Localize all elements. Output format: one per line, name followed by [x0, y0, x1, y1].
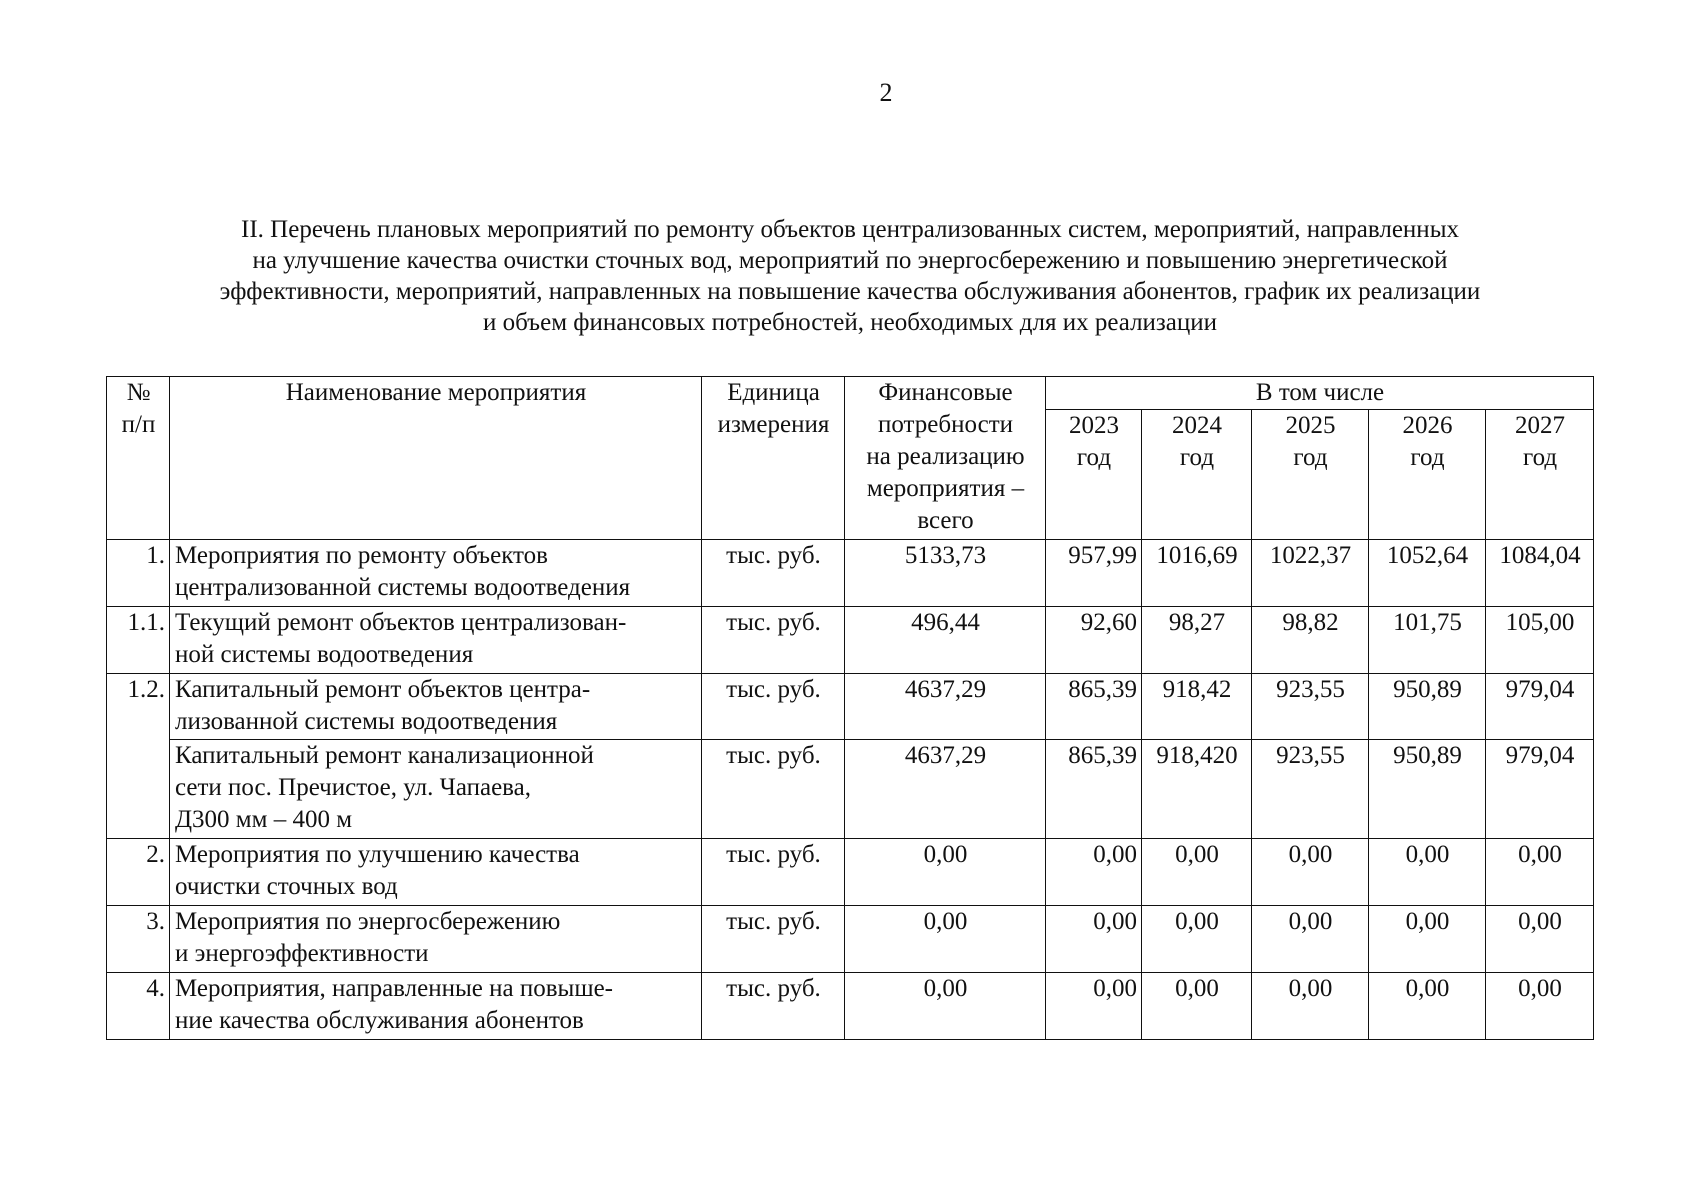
table-row: [107, 973, 1594, 1040]
row-total: 0,00: [845, 906, 1046, 973]
table-row: [107, 607, 1594, 674]
row-total: 0,00: [845, 973, 1046, 1040]
row-total: 496,44: [845, 607, 1046, 674]
row-value-2027: 105,00: [1486, 607, 1594, 674]
header-year-2024: 2024 год: [1142, 410, 1252, 540]
row-number: 2.: [107, 839, 170, 906]
row-number: 4.: [107, 973, 170, 1040]
row-value-2027: 979,04: [1486, 740, 1594, 839]
row-value-2026: 101,75: [1369, 607, 1486, 674]
row-value-2026: 0,00: [1369, 973, 1486, 1040]
row-value-2025: 1022,37: [1252, 540, 1369, 607]
header-year-2026: 2026 год: [1369, 410, 1486, 540]
row-name: Капитальный ремонт канализационной сети пос. Пречистое, ул. Чапаева, Д300 мм – 400 м: [170, 740, 702, 839]
row-value-2024: 918,420: [1142, 740, 1252, 839]
row-value-2025: 98,82: [1252, 607, 1369, 674]
heading-line: II. Перечень плановых мероприятий по ремонту объектов централизованных систем, мероприятий, направленных: [241, 216, 1459, 243]
row-value-2024: 0,00: [1142, 973, 1252, 1040]
row-total: 0,00: [845, 839, 1046, 906]
row-value-2024: 1016,69: [1142, 540, 1252, 607]
row-value-2026: 950,89: [1369, 740, 1486, 839]
row-unit: тыс. руб.: [702, 607, 845, 674]
row-value-2027: 0,00: [1486, 973, 1594, 1040]
row-value-2023: 865,39: [1046, 674, 1142, 740]
row-unit: тыс. руб.: [702, 839, 845, 906]
row-value-2027: 1084,04: [1486, 540, 1594, 607]
row-unit: тыс. руб.: [702, 973, 845, 1040]
row-value-2023: 957,99: [1046, 540, 1142, 607]
row-number: 1.: [107, 540, 170, 607]
measures-table: [106, 376, 1594, 1040]
row-name: Капитальный ремонт объектов центра- лизованной системы водоотведения: [170, 674, 702, 740]
heading-line: на улучшение качества очистки сточных вод, мероприятий по энергосбережению и повышению энергетической: [252, 247, 1448, 274]
header-year-2027: 2027 год: [1486, 410, 1594, 540]
header-num: № п/п: [107, 377, 170, 540]
row-value-2026: 950,89: [1369, 674, 1486, 740]
page-number: 2: [879, 78, 893, 107]
row-unit: тыс. руб.: [702, 674, 845, 740]
row-value-2027: 979,04: [1486, 674, 1594, 740]
row-value-2023: 92,60: [1046, 607, 1142, 674]
row-value-2024: 918,42: [1142, 674, 1252, 740]
header-total: Финансовые потребности на реализацию мероприятия – всего: [845, 377, 1046, 540]
row-unit: тыс. руб.: [702, 906, 845, 973]
row-value-2026: 1052,64: [1369, 540, 1486, 607]
row-unit: тыс. руб.: [702, 540, 845, 607]
row-value-2023: 0,00: [1046, 839, 1142, 906]
row-value-2023: 0,00: [1046, 973, 1142, 1040]
row-number: 1.1.: [107, 607, 170, 674]
header-year-2025: 2025 год: [1252, 410, 1369, 540]
table-row: [107, 740, 1594, 839]
row-value-2027: 0,00: [1486, 906, 1594, 973]
table-row: [107, 540, 1594, 607]
row-number: [107, 740, 170, 839]
table-row: [107, 906, 1594, 973]
row-value-2024: 0,00: [1142, 906, 1252, 973]
header-year-2023: 2023 год: [1046, 410, 1142, 540]
row-total: 4637,29: [845, 740, 1046, 839]
table-row: [107, 674, 1594, 740]
header-unit: Единица измерения: [702, 377, 845, 540]
row-value-2023: 865,39: [1046, 740, 1142, 839]
row-value-2025: 0,00: [1252, 973, 1369, 1040]
row-unit: тыс. руб.: [702, 740, 845, 839]
row-value-2024: 0,00: [1142, 839, 1252, 906]
row-value-2024: 98,27: [1142, 607, 1252, 674]
header-row: [107, 377, 1594, 410]
row-name: Мероприятия по улучшению качества очистки сточных вод: [170, 839, 702, 906]
row-number: 1.2.: [107, 674, 170, 740]
row-value-2025: 0,00: [1252, 839, 1369, 906]
table-row: [107, 839, 1594, 906]
row-value-2025: 923,55: [1252, 674, 1369, 740]
row-name: Мероприятия по ремонту объектов централизованной системы водоотведения: [170, 540, 702, 607]
row-value-2023: 0,00: [1046, 906, 1142, 973]
section-heading: [100, 214, 1600, 338]
heading-line: эффективности, мероприятий, направленных на повышение качества обслуживания абонентов, график их реализации: [219, 278, 1481, 305]
row-total: 5133,73: [845, 540, 1046, 607]
header-name: Наименование мероприятия: [170, 377, 702, 540]
row-name: Мероприятия по энергосбережению и энергоэффективности: [170, 906, 702, 973]
row-number: 3.: [107, 906, 170, 973]
row-value-2025: 0,00: [1252, 906, 1369, 973]
row-total: 4637,29: [845, 674, 1046, 740]
row-name: Текущий ремонт объектов централизован- ной системы водоотведения: [170, 607, 702, 674]
heading-line: и объем финансовых потребностей, необходимых для их реализации: [482, 309, 1218, 336]
row-value-2026: 0,00: [1369, 839, 1486, 906]
row-value-2025: 923,55: [1252, 740, 1369, 839]
row-name: Мероприятия, направленные на повыше- ние качества обслуживания абонентов: [170, 973, 702, 1040]
header-including: В том числе: [1046, 377, 1594, 410]
row-value-2027: 0,00: [1486, 839, 1594, 906]
row-value-2026: 0,00: [1369, 906, 1486, 973]
